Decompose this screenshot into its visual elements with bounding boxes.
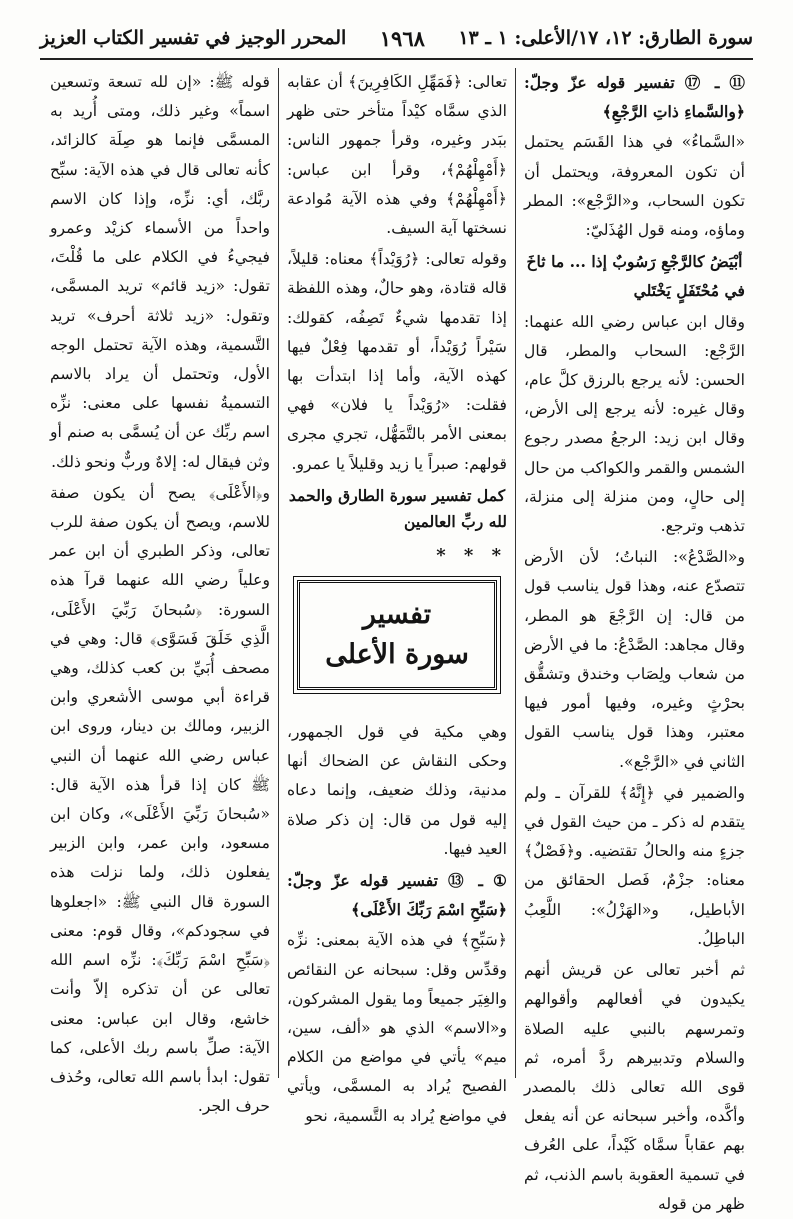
page-number: ١٩٦٨ xyxy=(379,25,425,51)
paragraph: وهي مكية في قول الجمهور، وحكى النقاش عن الضحاك أنها مدنية، وذلك ضعيف، وإنما دعاه إليه قول من قال: إن ذكر صلاة العيد فيها. xyxy=(287,723,507,858)
paragraph: تعالى: ﴿فَمَهِّلِ الكَافِرِينَ﴾ أن عقابه الذي سمَّاه كيْداً متأخر حتى ظهر ببَدر وغيره، وقرأ جمهور الناس: ﴿أَمْهِلْهُمْ﴾، وقرأ ابن عباس: ﴿أَمْهِلْهُمْ﴾ وفي هذه الآية مُوادعة نسختها آية السيف. xyxy=(287,73,507,238)
column-middle xyxy=(279,68,516,1125)
paragraph: وقوله تعالى: ﴿رُوَيْداً﴾ معناه: قليلاً، قاله قتادة، وهو حالٌ، وهذه اللفظة إذا تقدمها شيءٌ تَصِفُه، كقولك: سَيْراً رُوَيْداً، أو تقدمها فِعْلٌ فيها كهذه الآية، وأما إذا ابتدأت بها فقلت: «رُوَيْداً يا فلان» فهي بمعنى الأمر بالتَّمَهُّل، تجري مجرى قولهم: صبراً يا زيد وقليلاً يا عمرو. xyxy=(287,250,507,473)
paragraph: ﴿سَبِّحِ﴾ في هذه الآية بمعنى: نزِّه وقدِّس وقل: سبحانه عن النقائص والغِيَر جميعاً وما يقول المشركون، و«الاسم» الذي هو «ألف، سين، ميم» يأتي في مواضع من الكلام الفصيح يُراد به المسمَّى، ويأتي في مواضع يُراد به التَّسمية، نحو xyxy=(287,931,507,1125)
poem-verse: أبْيَضُ كالرَّجْعِ رَسُوبٌ إذا ... ما ثاخَ في مُحْتَفَلٍ يَخْتَلي xyxy=(526,252,745,301)
paragraph: قوله ﷺ: «إن لله تسعة وتسعين اسماً» وغير ذلك، ومتى أُريد به المسمَّى فإنما هو صِلَة كالزائد، كأنه تعالى قال في هذه الآية: سبِّح ربَّك، أي: نزِّه، وإذا كان الاسم واحداً من الأسماء كزيْد وعمرو فيجيءُ في الكلام على ما قُلْتَ، تقول: «زيد قائم» تريد المسمَّى، وتقول: «زيد ثلاثة أحرف» تريد التَّسمية، وهذه الآية تحتمل الوجه الأول، وتحتمل أن يراد بالاسم التسميةُ نفسها على معنى: نزِّه اسم ربِّك عن أن يُسمَّى به صنم أو وثن فيقال له: إلاهٌ وربٌّ ونحو ذلك. xyxy=(50,73,270,471)
section-divider-stars: * * * xyxy=(436,544,507,566)
text-columns xyxy=(40,68,753,1213)
page-header xyxy=(40,18,753,60)
paragraph: وقال ابن عباس رضي الله عنهما: الرَّجْع: السحاب والمطر، قال الحسن: لأنه يرجع بالرزق كلَّ عام، وقال غيره: لأنه يرجع إلى الأرض، وقال ابن زيد: الرجعُ مصدر رجوع الشمس والقمر والكواكب من حال إلى حالٍ، ومن منزلة إلى منزلة، تذهب وترجع. xyxy=(524,312,745,536)
header-book-title: المحرر الوجيز في تفسير الكتاب العزيز xyxy=(40,27,347,49)
paragraph: ثم أخبر تعالى عن قريش أنهم يكيدون في أفعالهم وأقوالهم وتمرسهم بالنبي عليه الصلاة والسلام وتدبيرهم ردَّ أمره، ثم قوى الله تعالى ذلك بالمصدر وأكَّده، وأخبر سبحانه عن أنه يفعل بهم عقاباً سمَّاه كَيْداً، على العُرف في تسمية العقوبة باسم الذنب، ثم ظهر من قوله xyxy=(524,961,745,1213)
verse-heading: ⑪ ـ ⑰ تفسير قوله عزّ وجلّ: ﴿والسَّماءِ ذاتِ الرَّجْعِ﴾ xyxy=(524,73,745,122)
header-surah-range: سورة الطارق: ١٢، ١٧/الأعلى: ١ ـ ١٣ xyxy=(458,27,753,49)
title-line-1: تفسير xyxy=(362,599,432,631)
surah-end-note: كمل تفسير سورة الطارق والحمد لله ربِّ العالمين xyxy=(288,485,507,531)
column-left xyxy=(42,68,279,1116)
paragraph: والضمير في ﴿إِنَّهُ﴾ للقرآن ـ ولم يتقدم له ذكر ـ من حيث القول في جزءٍ منه والحالُ تقتضيه. و﴿فَصْلٌ﴾ معناه: جزْمٌ، فَصل الحقائق من الأباطيل، و«الهَزْلُ»: اللَّعِبُ الباطِلُ. xyxy=(524,783,745,948)
surah-title-box xyxy=(297,580,497,690)
paragraph: و«الصَّدْعُ»: النباتُ؛ لأن الأرض تتصدّع عنه، وهذا قول يناسب قول من قال: إن الرَّجْعَ هو المطر، وقال مجاهد: الصَّدْعُ: ما في الأرض من شعاب ولِصَاب وخندق وتشقُّق بحرْثٍ وغيره، وفيها أمور فيها معتبر، وهذا قول يناسب القول الثاني في «الرَّجْع». xyxy=(524,548,745,771)
paragraph: «السَّماءُ» في هذا القَسَم يحتمل أن تكون المعروفة، ويحتمل أن تكون السحاب، و«الرَّجْع»: المطر وماؤه، ومنه قول الهُذَليّ: xyxy=(524,133,745,240)
verse-heading: ① ـ ⑬ تفسير قوله عزّ وجلّ: ﴿سَبِّحِ اسْمَ رَبِّكَ الأَعْلَى﴾ xyxy=(287,871,507,920)
title-line-2: سورة الأعلى xyxy=(325,639,469,671)
paragraph: و﴿الأَعْلَى﴾ يصح أن يكون صفة للاسم، ويصح أن يكون صفة للرب تعالى، وذكر الطبري أن ابن عمر وعلياً رضي الله عنهما قرآ هذه السورة: ﴿سُبحانَ رَبِّيَ الأَعْلَى، الَّذِي خَلَقَ فَسَوَّى﴾ قال: وهي في مصحف أُبَيِّ بن كعب كذلك، وهي قراءة أبي موسى الأشعري وابن الزبير، ومالك بن دينار، وروى ابن عباس رضي الله عنهما أن النبي ﷺ كان إذا قرأ هذه الآية قال: «سُبحانَ رَبِّيَ الأَعْلَى»، وكان ابن مسعود، وابن عمر، وابن الزبير يفعلون ذلك، ولما نزلت هذه السورة قال النبي ﷺ: «اجعلوها في سجودكم»، وقال قوم: معنى ﴿سَبِّحِ اسْمَ رَبِّكَ﴾: نزِّه اسم الله تعالى عن أن تذكره إلاّ وأنت خاشع، وقال ابن عباس: معنى الآية: صلِّ باسم ربك الأعلى، كما تقول: ابدأ باسم الله تعالى، وحُذف حرف الجر. xyxy=(50,483,270,1116)
column-right xyxy=(516,68,753,1213)
